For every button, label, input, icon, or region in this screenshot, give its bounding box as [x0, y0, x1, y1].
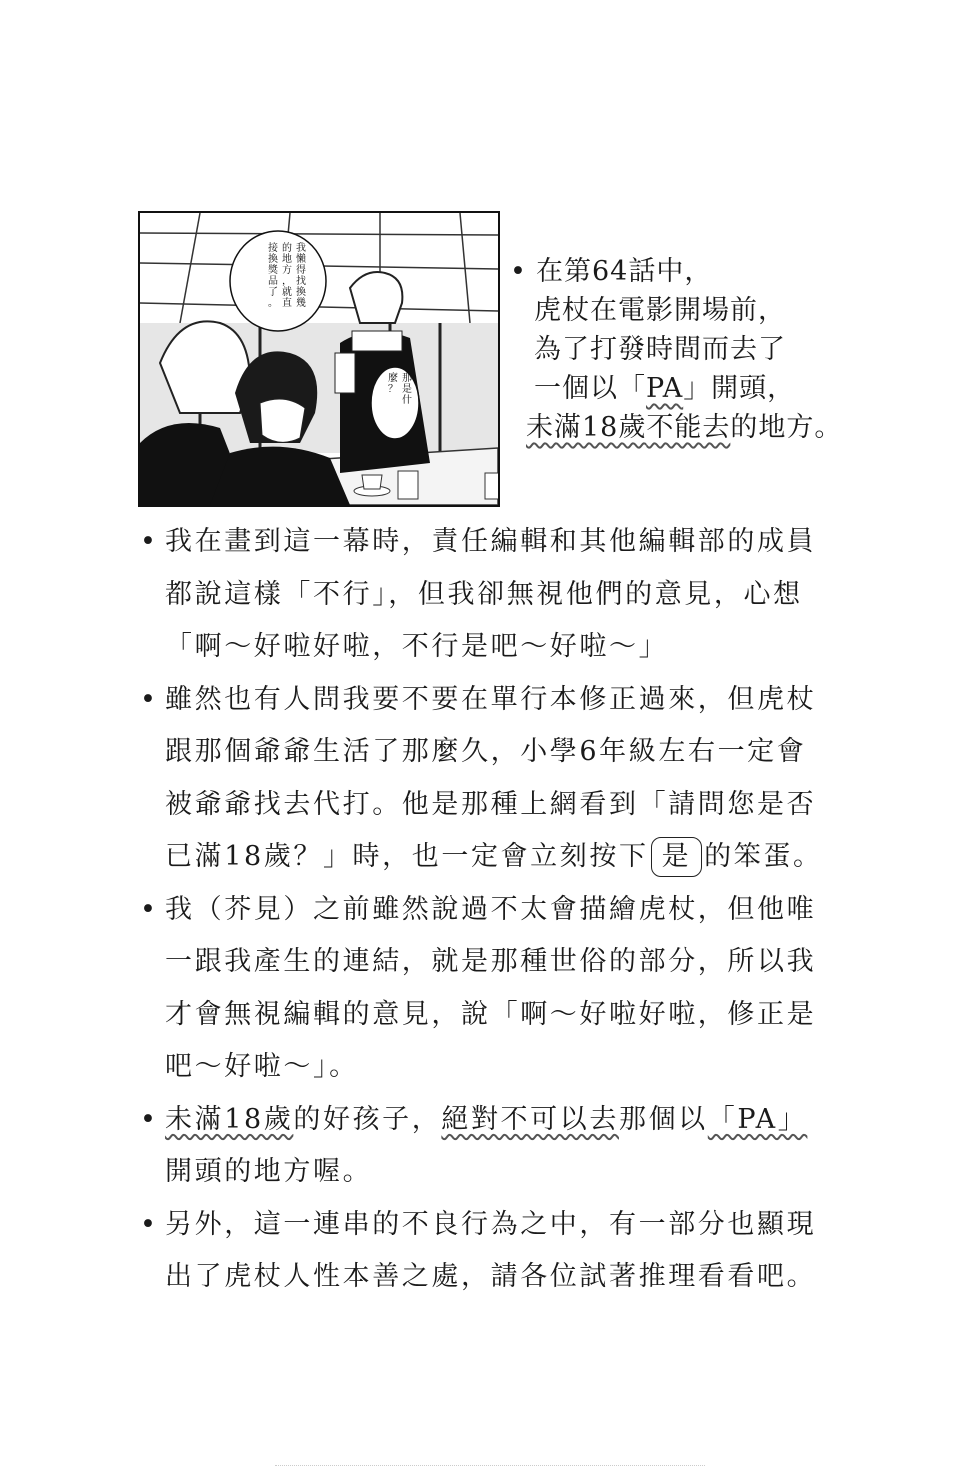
intro-line-4-c: 」開頭， — [683, 373, 796, 404]
item-line: 吧～好啦～」。 — [165, 1051, 359, 1082]
bullet: • — [140, 526, 159, 557]
bubble-char: 找 — [296, 276, 306, 287]
intro-pa: PA — [646, 373, 684, 404]
character-middle-body — [210, 447, 350, 505]
item-line: 「啊～好啦好啦，不行是吧～好啦～」 — [165, 631, 669, 662]
bubble-char: 方 — [282, 265, 292, 276]
yes-button-drawing: 是 — [651, 837, 703, 877]
intro-line-5 — [510, 408, 950, 447]
bubble-char: 品 — [268, 276, 278, 287]
item-line: 我（芥見）之前雖然說過不太會描繪虎杖，但他唯 — [165, 893, 817, 925]
page-footer-rule — [275, 1465, 705, 1470]
bubble-char: 直 — [282, 298, 292, 309]
list-item — [140, 884, 900, 1094]
bubble-char: 的 — [282, 243, 292, 254]
item-line — [165, 1094, 900, 1147]
bullet: • — [140, 1103, 159, 1135]
bubble-char: 麼 — [388, 373, 398, 384]
manga-panel — [138, 211, 500, 507]
intro-line-4-a: 一個以「 — [534, 373, 646, 404]
item-never-go: 絕對不可以去 — [441, 1103, 619, 1135]
item-under-18: 未滿18歲 — [165, 1103, 294, 1135]
bubble-char: 得 — [296, 265, 306, 276]
item-line: 被爺爺找去代打。他是那種上網看到「請問您是否 — [165, 788, 817, 820]
bubble-left-col-3 — [268, 241, 278, 309]
item-line-part: 已滿18歲？」時，也一定會立刻按下 — [165, 841, 649, 872]
bubble-char: 是 — [402, 384, 412, 395]
speech-bubble-left — [230, 231, 326, 331]
bubble-char: 什 — [402, 395, 412, 406]
item-pa: 「PA」 — [707, 1103, 808, 1135]
bullet: • — [140, 893, 159, 925]
intro-line-5-c: 的地方。 — [730, 412, 843, 443]
list-item — [140, 674, 900, 884]
bubble-char: 了 — [268, 287, 278, 298]
character-middle-face — [260, 399, 305, 442]
item-line: 才會無視編輯的意見，說「啊～好啦好啦，修正是 — [165, 998, 817, 1030]
intro-text — [510, 252, 950, 447]
intro-cannot-go: 不能去 — [646, 412, 731, 443]
item-line: 雖然也有人問我要不要在單行本修正過來，但虎杖 — [165, 683, 817, 715]
item-line: 都說這樣「不行」，但我卻無視他們的意見，心想 — [165, 578, 803, 610]
bubble-char: 地 — [282, 254, 292, 265]
bubble-char: 換 — [268, 254, 278, 265]
bubble-char: 幾 — [296, 298, 306, 309]
character-right-collar — [352, 331, 402, 351]
item-line: 我在畫到這一幕時，責任編輯和其他編輯部的成員 — [165, 526, 817, 557]
intro-line-2: 虎杖在電影開場前， — [534, 295, 786, 326]
bubble-left-text — [268, 241, 307, 309]
bullet: • — [140, 1208, 159, 1240]
list-item — [140, 1094, 900, 1199]
bubble-char: 接 — [268, 243, 278, 254]
bubble-char: 。 — [268, 298, 278, 309]
bubble-char: ？ — [388, 384, 398, 395]
glass — [398, 471, 418, 499]
prize-box — [335, 353, 355, 393]
item-line — [165, 831, 900, 884]
item-line: 跟那個爺爺生活了那麼久，小學6年級左右一定會 — [165, 736, 807, 767]
item-line-part: 的好孩子， — [293, 1103, 442, 1135]
item-line-part: 的笨蛋。 — [704, 841, 823, 872]
item-line: 另外，這一連串的不良行為之中，有一部分也顯現 — [165, 1208, 817, 1240]
bubble-right-col-1 — [402, 372, 412, 406]
list-item — [140, 1199, 900, 1304]
bubble-char: 就 — [282, 287, 292, 298]
item-line: 一跟我產生的連結，就是那種世俗的部分，所以我 — [165, 946, 817, 977]
bubble-left-col-1 — [296, 241, 307, 309]
cup — [362, 475, 382, 489]
item-line: 開頭的地方喔。 — [165, 1156, 373, 1187]
item-line: 出了虎杖人性本善之處，請各位試著推理看看吧。 — [165, 1261, 817, 1292]
bubble-char: 懶 — [296, 254, 306, 265]
item-line-part: 那個以 — [618, 1103, 708, 1135]
bubble-left-col-2 — [282, 242, 292, 309]
body-text — [140, 516, 900, 1304]
list-item — [140, 516, 900, 674]
glass-right — [485, 473, 498, 499]
bubble-char: ， — [282, 276, 292, 287]
character-right-head — [350, 272, 402, 323]
bullet: • — [510, 256, 527, 287]
intro-under-18: 未滿18歲 — [526, 412, 647, 443]
intro-line-3: 為了打發時間而去了 — [534, 334, 786, 365]
bubble-char: 獎 — [268, 265, 278, 276]
intro-line-4 — [510, 369, 950, 408]
bubble-char: 換 — [296, 287, 306, 298]
bubble-char: 那 — [402, 373, 412, 384]
intro-line-1: 在第64話中， — [536, 256, 713, 287]
bullet: • — [140, 683, 159, 715]
manga-illustration — [140, 213, 498, 505]
bubble-right-col-2 — [388, 371, 398, 395]
bubble-char: 我 — [296, 243, 306, 254]
